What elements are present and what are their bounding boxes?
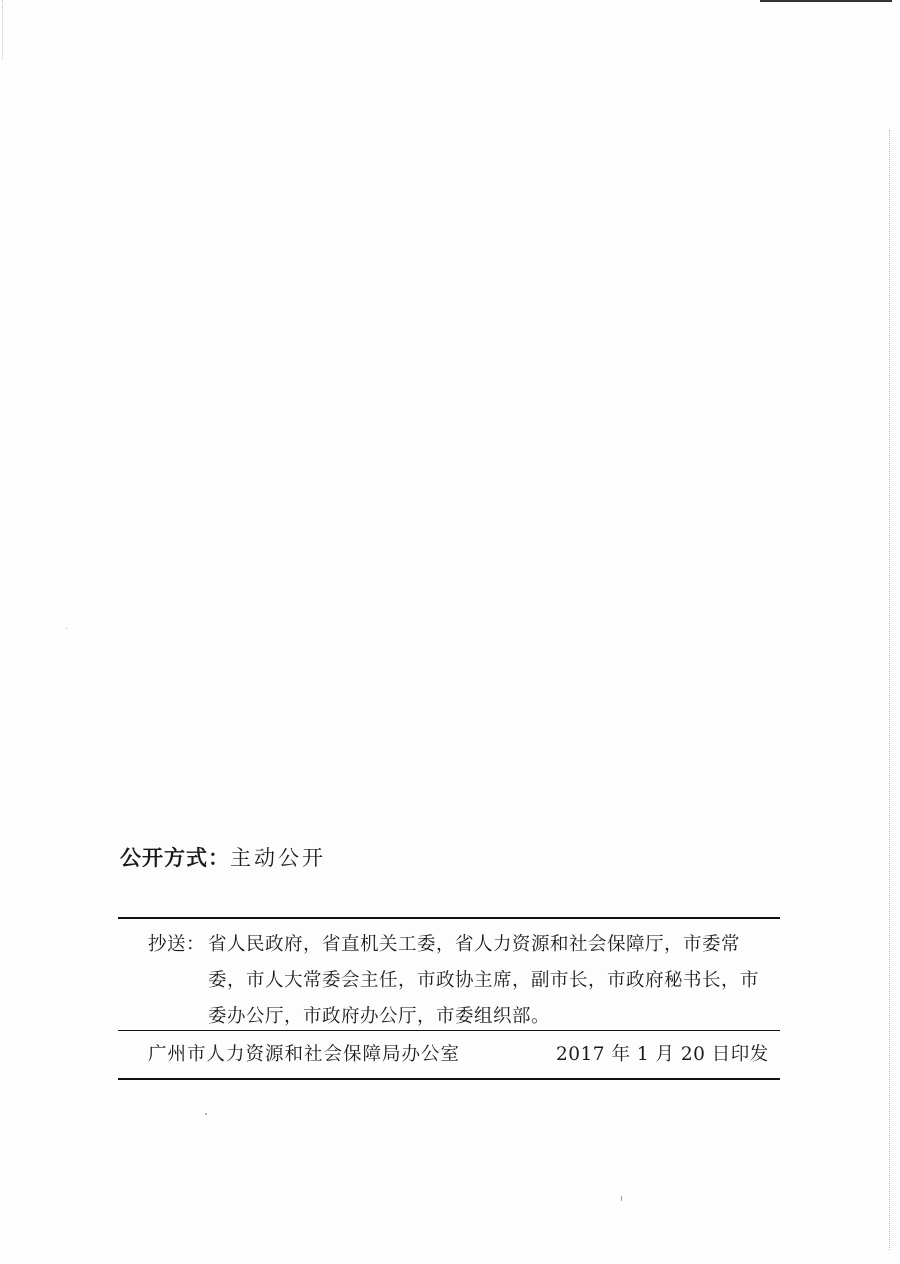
issue-date: 2017 年 1 月 20 日印发 [556, 1044, 769, 1065]
scan-edge-top [760, 0, 892, 2]
copy-to-line: 省人民政府，省直机关工委，省人力资源和社会保障厅，市委常 [208, 934, 741, 955]
scan-edge-left [2, 0, 3, 60]
scan-speck [205, 1113, 207, 1115]
scan-edge-right [889, 130, 890, 1250]
scan-speck [621, 1196, 622, 1201]
copy-to-label: 抄送： [148, 934, 206, 955]
copy-to-line: 委，市人大常委会主任，市政协主席，副市长，市政府秘书长，市 [208, 970, 760, 991]
middle-divider [118, 1030, 780, 1031]
copy-to-line: 委办公厅，市政府办公厅，市委组织部。 [208, 1006, 551, 1027]
scan-speck [66, 628, 67, 629]
bottom-divider [118, 1078, 780, 1080]
top-divider [118, 917, 780, 919]
disclosure-label: 公开方式： [120, 846, 230, 870]
disclosure-method [120, 842, 326, 872]
disclosure-value: 主动公开 [230, 846, 326, 870]
issuing-office: 广州市人力资源和社会保障局办公室 [148, 1044, 461, 1065]
